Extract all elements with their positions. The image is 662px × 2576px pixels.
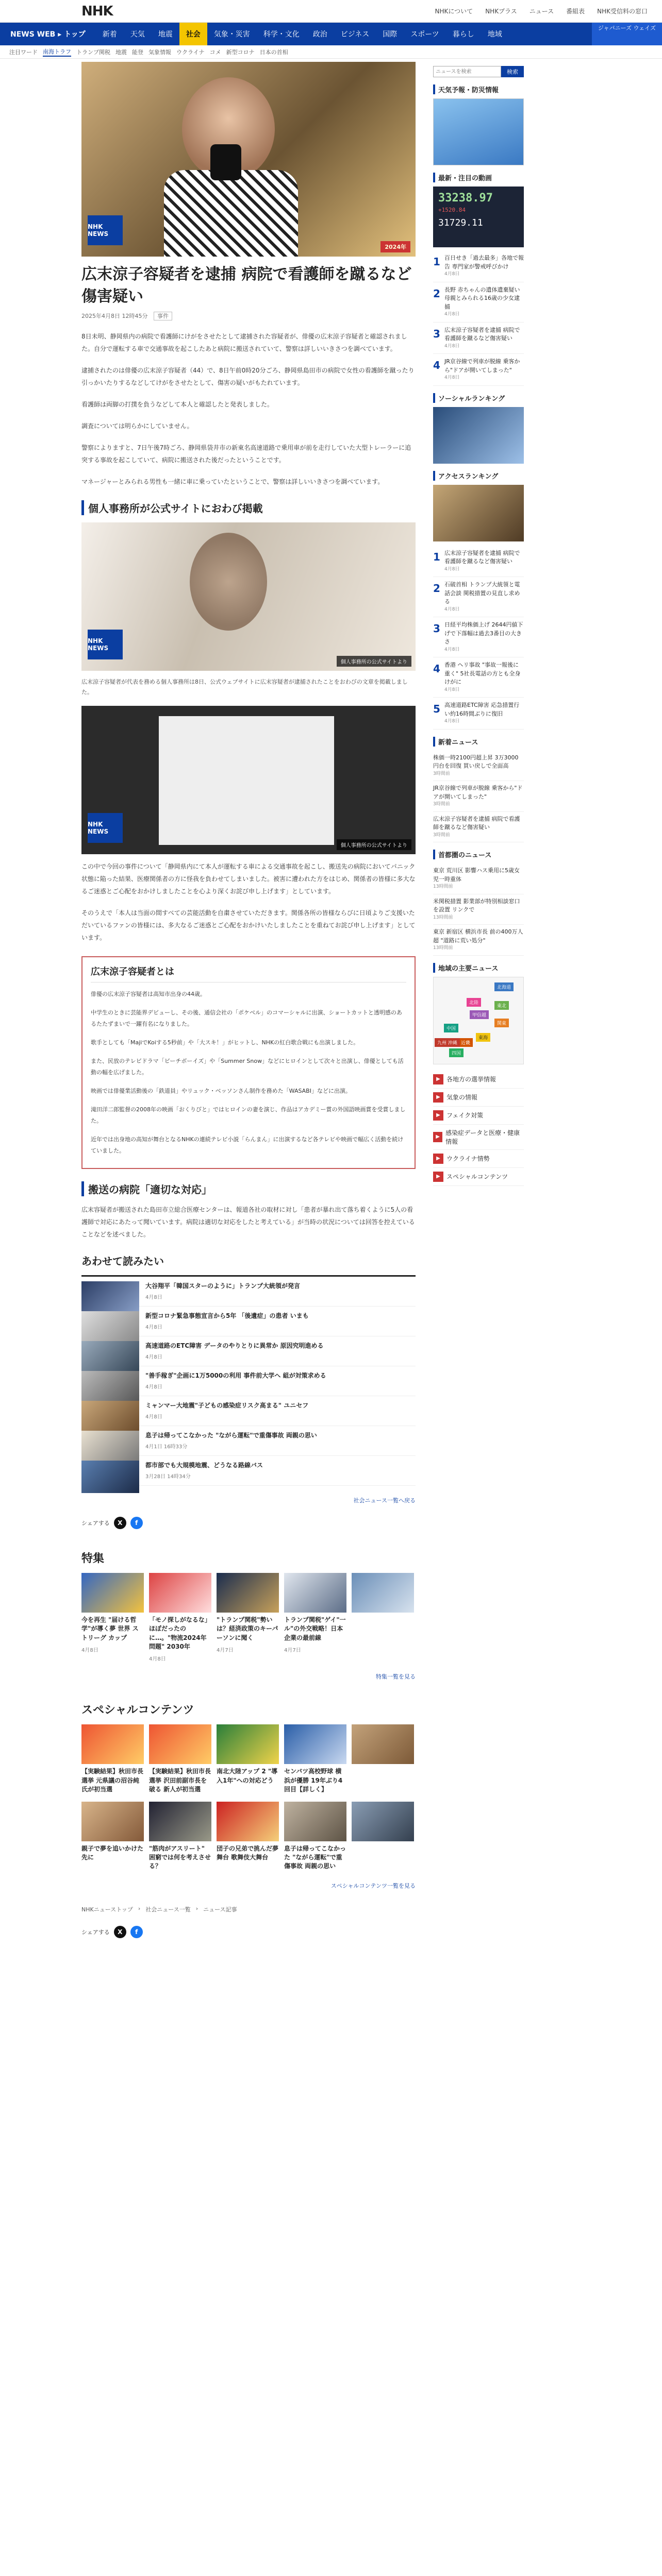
nhk-news-badge: NHK NEWS xyxy=(88,215,123,245)
stock-value: 33238.97 xyxy=(438,192,493,205)
region-news-title: 首都圏のニュース xyxy=(433,850,524,859)
article-column xyxy=(81,59,416,1951)
ranking-item[interactable]: 1 広末涼子容疑者を逮捕 病院で看護師を蹴るなど傷害疑い 4月8日 xyxy=(433,546,524,578)
news-item[interactable]: 東京 荒川区 影響ハス乗用に5歳女児一時重体 13時間前 xyxy=(433,863,524,894)
feature-card[interactable]: 「モノ探しがなるな」ほぼだったのに…。"物流2024年問題" 2030年 4月8日 xyxy=(149,1573,211,1663)
link-icon: ▶ xyxy=(433,1092,443,1103)
side-link[interactable]: ▶ フェイク対策 xyxy=(433,1107,524,1125)
region-hokuriku[interactable]: 北陸 xyxy=(467,998,481,1007)
related-item[interactable]: 都市部でも大規模地震、どうなる路線バス 3月28日 14時34分 xyxy=(81,1456,416,1486)
side-link[interactable]: ▶ 各地方の選挙情報 xyxy=(433,1071,524,1089)
article-paragraph: マネージャーとみられる男性も一緒に車に乗っていたということで、警察は詳しいいきさつを調べています。 xyxy=(81,478,384,486)
profile-paragraph: 映画では俳優業活動後の「鉄道員」やリュック・ベッソンさん制作を務めた「WASABI」などに出演。 xyxy=(91,1087,351,1094)
keyword-item[interactable]: コメ xyxy=(209,48,221,56)
profile-paragraph: 中学生のときに芸能界デビューし、その後、通信会社の「ポケベル」のコマーシャルに出演、ショートカットと透明感のあるたたずまいで一躍有名になりました。 xyxy=(91,1009,402,1027)
profile-paragraph: 近年では出身地の高知が舞台となるNHKの連続テレビ小説「らんまん」に出演するなど各テレビや映画で幅広く活動を続けていました。 xyxy=(91,1136,404,1154)
article-paragraph: 警察によりますと、7日午後7時ごろ、静岡県袋井市の新東名高速道路で乗用車が前を走行していた大型トレーラーに追突する事故を起こしていて、病院に搬送された後だったということです。 xyxy=(81,444,411,464)
top-link-plus[interactable]: NHKプラス xyxy=(485,8,517,15)
keyword-item[interactable]: 新型コロナ xyxy=(226,48,255,56)
related-item[interactable]: 息子は帰ってこなかった "ながら運転"で重傷事故 両親の思い 4月1日 16時33分 xyxy=(81,1426,416,1456)
related-item[interactable]: 大谷翔平「韓国スターのように」トランプ大統領が発言 4月8日 xyxy=(81,1277,416,1307)
nav-item-politics[interactable]: 政治 xyxy=(312,30,327,39)
profile-paragraph: 滝田洋二郎監督の2008年の映画「おくりびと」ではヒロインの妻を演じ、作品はアカデミー賞の外国語映画賞を受賞しました。 xyxy=(91,1106,406,1124)
ranking-item[interactable]: 5 高速道路ETC障害 応急措置行い約16時間ぶりに復旧 4月8日 xyxy=(433,698,524,730)
section-heading: 個人事務所が公式サイトにおわび掲載 xyxy=(81,500,416,515)
hero-year-stamp: 2024年 xyxy=(380,241,410,252)
nav-item-business[interactable]: ビジネス xyxy=(340,30,370,39)
market-title: 最新・注目の動画 xyxy=(433,173,524,182)
photo-caption: 個人事務所の公式サイトより xyxy=(337,839,411,850)
new-news-title: 新着ニュース xyxy=(433,737,524,747)
region-tokai[interactable]: 東海 xyxy=(476,1033,490,1042)
nav-item-science[interactable]: 科学・文化 xyxy=(263,30,300,39)
special-card[interactable]: 南北大陸アップ 2 "導入1年"への対応どう xyxy=(217,1724,279,1794)
feature-card[interactable]: トランプ関税"ゲイ"一ル"の外交戦略！日本企業の最前線 4月7日 xyxy=(284,1573,346,1663)
breadcrumb-item[interactable]: NHKニューストップ xyxy=(81,1906,133,1913)
link-icon: ▶ xyxy=(433,1154,443,1164)
nhk-logo[interactable]: NHK xyxy=(81,3,113,19)
region-kinki[interactable]: 近畿 xyxy=(458,1038,473,1047)
special-card[interactable] xyxy=(352,1802,414,1871)
news-item[interactable]: 株価一時2100円超上昇 3万3000円台を回復 買い戻しで全面高 3時間前 xyxy=(433,751,524,782)
ranking-item[interactable]: 3 日経平均株価上げ 2644円値下げで下落幅は過去3番目の大きさ 4月8日 xyxy=(433,617,524,657)
share-label: シェアする xyxy=(81,1519,110,1527)
ranking-item[interactable]: 4 JR京谷線で列車が脱線 乗客から"ドアが開いてしまった" 4月8日 xyxy=(433,354,524,386)
statement-photo xyxy=(81,706,416,854)
x-share-icon[interactable]: X xyxy=(114,1517,126,1529)
weather-title: 天気予報・防災情報 xyxy=(433,84,524,94)
nav-discover-button[interactable]: ジャパニーズ ウェイズ xyxy=(592,23,662,45)
feature-card[interactable]: "トランプ関税"勢いは？経済政策のキーパーソンに聞く 4月7日 xyxy=(217,1573,279,1663)
keyword-item[interactable]: トランプ関税 xyxy=(76,48,110,56)
related-item[interactable]: ミャンマー大地震"子どもの感染症リスク高まる" ユニセフ 4月8日 xyxy=(81,1396,416,1426)
news-item[interactable]: 東京 新宿区 横浜市長 前の400万人超 "道路に荒い処分" 13時間前 xyxy=(433,925,524,956)
profile-title: 広末涼子容疑者とは xyxy=(91,964,406,982)
ranking-item[interactable]: 2 石破首相 トランプ大統領と電話会談 関税措置の見直し求める 4月8日 xyxy=(433,577,524,617)
article-paragraph: 逮捕されたのは俳優の広末涼子容疑者（44）で、8日午前0時20分ごろ、静岡県島田市の病院で女性の看護師を蹴ったり引っかいたりするなどしてけがをさせたとして、傷害の疑いがもたれています。 xyxy=(81,367,415,387)
hero-image xyxy=(81,62,416,257)
news-item[interactable]: JR京谷線で列車が脱線 乗客から"ドアが開いてしまった" 3時間前 xyxy=(433,781,524,812)
nav-item-quake[interactable]: 地震 xyxy=(158,30,173,39)
photo-caption: 個人事務所の公式サイトより xyxy=(337,656,411,667)
ranking-item[interactable]: 1 百日せき「過去最多」各地で報告 専門家が警戒呼びかけ 4月8日 xyxy=(433,250,524,282)
photo-description: 広末涼子容疑者が代表を務める個人事務所は8日、公式ウェブサイトに広末容疑者が逮捕されたことをおわびの文章を掲載しました。 xyxy=(81,679,408,696)
section-heading: 搬送の病院「適切な対応」 xyxy=(81,1181,416,1196)
ranking-item[interactable]: 3 広末涼子容疑者を逮捕 病院で看護師を蹴るなど傷害疑い 4月8日 xyxy=(433,323,524,354)
search-button[interactable]: 検索 xyxy=(501,66,524,77)
top-link-about[interactable]: NHKについて xyxy=(435,8,473,15)
keyword-item[interactable]: 南海トラフ xyxy=(43,47,71,57)
share-bar xyxy=(81,1517,416,1529)
related-item[interactable]: 高速道路のETC障害 データのやりとりに異常か 原因究明進める 4月8日 xyxy=(81,1336,416,1366)
special-title: スペシャルコンテンツ xyxy=(81,1704,194,1717)
facebook-share-icon[interactable]: f xyxy=(130,1926,143,1938)
search-input[interactable] xyxy=(433,66,501,77)
side-link[interactable]: ▶ ウクライナ情勢 xyxy=(433,1150,524,1168)
share-label: シェアする xyxy=(81,1928,110,1936)
special-card[interactable]: 【実験結果】秋田市長選挙 沢田前副市長を破る 新人が初当選 xyxy=(149,1724,211,1794)
profile-box xyxy=(81,956,416,1169)
top-link-fee[interactable]: NHK受信料の窓口 xyxy=(597,8,648,15)
related-title: あわせて読みたい xyxy=(81,1255,164,1267)
article-paragraph: この中で今回の事件について「静岡県内にて本人が運転する車による交通事故を起こし、搬送先の病院においてパニック状態に陥った結果、医療関係者の方に怪我を負わせてしまいました。被害に遭われた方をはじめ、関係者の皆様に多大なるご迷惑とご心配をおかけしましたことを心より深くお詫び申し上げます」としています。 xyxy=(81,862,416,895)
stock-widget[interactable] xyxy=(433,187,524,247)
keyword-label: 注目ワード xyxy=(9,48,38,56)
special-card[interactable]: 団子の兄弟で挑んだ夢舞台 歌舞伎大舞台 xyxy=(217,1802,279,1871)
side-link[interactable]: ▶ 気象の情報 xyxy=(433,1089,524,1107)
region-kanto[interactable]: 関東 xyxy=(494,1019,509,1027)
region-map xyxy=(433,977,524,1064)
top-bar xyxy=(0,0,662,23)
region-tohoku[interactable]: 東北 xyxy=(494,1001,509,1010)
article-meta xyxy=(81,312,416,320)
article-paragraph: 看護師は両脚の打撲を負うなどして本人と確認したと発表しました。 xyxy=(81,401,274,409)
feature-card[interactable] xyxy=(352,1573,414,1663)
region-hokkaido[interactable]: 北海道 xyxy=(494,982,514,991)
nav-brand[interactable]: NEWS WEB ▸ トップ xyxy=(10,30,86,39)
profile-paragraph: また、民放のテレビドラマ「ビーチボーイズ」や「Summer Snow」などにヒロインとして次々と出演し、俳優としても活動の幅を広げました。 xyxy=(91,1057,404,1076)
region-koshinetsu[interactable]: 甲信越 xyxy=(470,1010,489,1019)
special-card[interactable]: 親子で夢を追いかけた先に xyxy=(81,1802,144,1871)
social-banner[interactable] xyxy=(433,407,524,464)
article-date: 2025年4月8日 12時45分 xyxy=(81,313,148,320)
link-icon: ▶ xyxy=(433,1110,443,1121)
features-title: 特集 xyxy=(81,1552,105,1565)
keyword-item[interactable]: ウクライナ xyxy=(176,48,205,56)
nav-item-sports[interactable]: スポーツ xyxy=(410,30,439,39)
link-icon: ▶ xyxy=(433,1172,443,1182)
breadcrumb-item[interactable]: 社会ニュース一覧 xyxy=(145,1906,191,1913)
keyword-bar xyxy=(0,45,662,59)
region-kyushu[interactable]: 九州 沖縄 xyxy=(435,1038,460,1047)
keyword-item[interactable]: 気象情報 xyxy=(148,48,171,56)
stock-change: +1520.84 xyxy=(438,207,466,213)
special-card[interactable]: センバツ高校野球 横浜が優勝 19年ぶり4回目【詳しく】 xyxy=(284,1724,346,1794)
share-bar-bottom xyxy=(81,1926,416,1938)
access-banner[interactable] xyxy=(433,485,524,541)
article-paragraph: そのうえで「本人は当面の間すべての芸能活動を自粛させていただきます。関係各所の皆様ならびに日頃よりご支援いただいているファンの皆様には、多大なるご迷惑とご心配をおかけいたしましたことを重ねてお詫び申し上げます」としています。 xyxy=(81,909,416,941)
news-item[interactable]: 広末涼子容疑者を逮捕 病院で看護師を蹴るなど傷害疑い 3時間前 xyxy=(433,812,524,843)
sidebar xyxy=(433,59,524,1951)
article-title: 広末涼子容疑者を逮捕 病院で看護師を蹴るなど傷害疑い xyxy=(81,265,412,306)
related-list xyxy=(81,1275,416,1486)
nav-item-disaster[interactable]: 気象・災害 xyxy=(213,30,250,39)
special-card[interactable] xyxy=(352,1724,414,1794)
keyword-item[interactable]: 能登 xyxy=(132,48,143,56)
features-grid xyxy=(81,1573,416,1663)
link-icon: ▶ xyxy=(433,1074,443,1084)
more-special-link[interactable]: スペシャルコンテンツ一覧を見る xyxy=(330,1882,416,1889)
region-map-title: 地域の主要ニュース xyxy=(433,963,524,973)
more-society-link[interactable]: 社会ニュース一覧へ戻る xyxy=(353,1497,416,1504)
facebook-share-icon[interactable]: f xyxy=(130,1517,143,1529)
nav-item-new[interactable]: 新着 xyxy=(102,30,117,39)
region-chugoku[interactable]: 中国 xyxy=(444,1024,458,1032)
nhk-news-badge: NHK NEWS xyxy=(88,813,123,843)
breadcrumb-item: ニュース記事 xyxy=(203,1906,237,1913)
nav-item-region[interactable]: 地域 xyxy=(487,30,502,39)
main-nav xyxy=(0,23,662,45)
top-link-news[interactable]: ニュース xyxy=(529,8,554,15)
nav-item-world[interactable]: 国際 xyxy=(383,30,398,39)
special-card[interactable]: 息子は帰ってこなかった "ながら運転"で重傷事故 両親の思い xyxy=(284,1802,346,1871)
profile-paragraph: 歌手としても「MajiでKoiする5秒前」や「大スキ！」がヒットし、NHKの紅白歌合戦にも出演しました。 xyxy=(91,1039,359,1046)
profile-paragraph: 俳優の広末涼子容疑者は高知市出身の44歳。 xyxy=(91,990,206,997)
ranking-item[interactable]: 4 香港 ヘリ事故 "事故一報後に重く" 5社長電話の方とも全身けがに 4月8日 xyxy=(433,657,524,698)
nav-item-society[interactable]: 社会 xyxy=(179,23,207,45)
x-share-icon[interactable]: X xyxy=(114,1926,126,1938)
special-grid-row2 xyxy=(81,1802,416,1871)
article-paragraph: 調査については明らかにしていません。 xyxy=(81,422,193,430)
related-item[interactable]: "善手稼ぎ"企画に1万5000の利用 事件前大学へ 組が対策求める 4月8日 xyxy=(81,1366,416,1396)
news-item[interactable]: 米関税措置 影業部が特別相談窓口を設置 リンクで 13時間前 xyxy=(433,894,524,925)
related-item[interactable]: 新型コロナ緊急事態宣言から5年 「後遺症」の患者 いまも 4月8日 xyxy=(81,1307,416,1336)
top-link-schedule[interactable]: 番組表 xyxy=(566,8,585,15)
office-photo xyxy=(81,522,416,671)
special-card[interactable]: "筋肉がアスリート" 困窮では何を考えさせる？ xyxy=(149,1802,211,1871)
breadcrumb: NHKニューストップ › 社会ニュース一覧 › ニュース記事 xyxy=(81,1905,237,1913)
article-tag[interactable]: 事件 xyxy=(154,312,172,320)
nav-item-weather[interactable]: 天気 xyxy=(130,30,145,39)
feature-card[interactable]: 今を再生 "届ける哲学"が導く夢 世界 ストリーグ カップ 4月8日 xyxy=(81,1573,144,1663)
region-shikoku[interactable]: 四国 xyxy=(449,1048,464,1057)
access-ranking-title: アクセスランキング xyxy=(433,471,524,481)
ranking-item[interactable]: 2 長野 赤ちゃんの遺体遺棄疑い 母親とみられる16歳の少女逮捕 4月8日 xyxy=(433,282,524,323)
stock-value-2: 31729.11 xyxy=(438,217,483,228)
search-box xyxy=(433,66,524,77)
keyword-item[interactable]: 日本の首相 xyxy=(259,48,288,56)
side-link[interactable]: ▶ スペシャルコンテンツ xyxy=(433,1168,524,1186)
weather-map[interactable] xyxy=(433,98,524,165)
article-paragraph: 8日未明、静岡県内の病院で看護師にけがをさせたとして逮捕された容疑者が、俳優の広末涼子容疑者と確認されました。自分で運転する車で交通事故を起こしたあと病院に搬送されていて、警察は詳しいいきさつを調べています。 xyxy=(81,333,407,353)
link-icon: ▶ xyxy=(433,1132,442,1142)
article-paragraph: 広末容疑者が搬送された島田市立総合医療センターは、報道各社の取材に対し「患者が暴れ出て落ち着くように5人の看護師で対応にあたって聞いています。病院は適切な対応をしたと考えている」が当時の状況については回答を控えていることなどを述べました。 xyxy=(81,1206,415,1238)
keyword-item[interactable]: 地震 xyxy=(115,48,127,56)
special-grid-row1 xyxy=(81,1724,416,1794)
social-ranking-title: ソーシャルランキング xyxy=(433,393,524,403)
nav-item-life[interactable]: 暮らし xyxy=(452,30,474,39)
nhk-news-badge: NHK NEWS xyxy=(88,630,123,659)
side-link[interactable]: ▶ 感染症データと医療・健康情報 xyxy=(433,1125,524,1150)
special-card[interactable]: 【実験結果】秋田市長選挙 元県議の沼谷純氏が初当選 xyxy=(81,1724,144,1794)
more-features-link[interactable]: 特集一覧を見る xyxy=(376,1673,416,1681)
